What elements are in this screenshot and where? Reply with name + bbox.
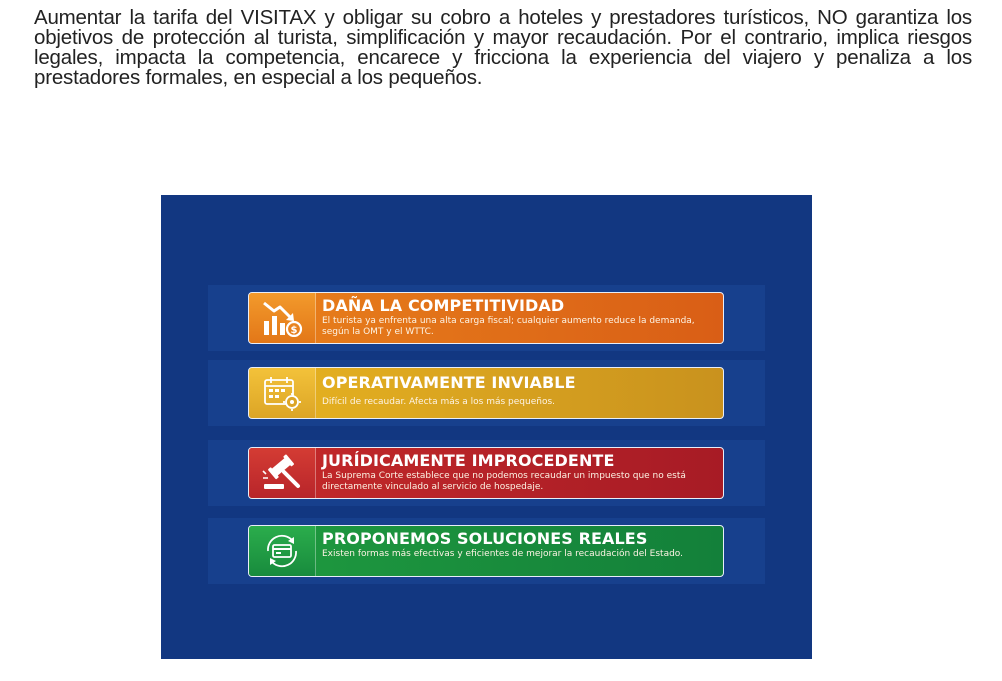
card-cycle-icon	[260, 531, 304, 571]
card-icon-box	[249, 526, 316, 576]
card-icon-box	[249, 368, 316, 418]
card-description: El turista ya enfrenta una alta carga fiscal; cualquier aumento reduce la demanda, según la OMT y el WTTC.	[322, 316, 695, 337]
card-description: Difícil de recaudar. Afecta más a los más pequeños.	[322, 397, 556, 407]
card-title: JURÍDICAMENTE IMPROCEDENTE	[322, 451, 615, 470]
card-juridicamente	[248, 447, 724, 499]
card-title: OPERATIVAMENTE INVIABLE	[322, 373, 576, 392]
card-icon-box	[249, 448, 316, 498]
card-icon-box	[249, 293, 316, 343]
card-title: PROPONEMOS SOLUCIONES REALES	[322, 529, 648, 548]
calendar-gear-icon	[260, 374, 304, 412]
card-description: Existen formas más efectivas y eficientes de mejorar la recaudación del Estado.	[322, 549, 684, 559]
card-soluciones	[248, 525, 724, 577]
svg-text:$: $	[290, 325, 298, 336]
card-title: DAÑA LA COMPETITIVIDAD	[322, 296, 565, 315]
intro-paragraph: Aumentar la tarifa del VISITAX y obligar su cobro a hoteles y prestadores turísticos, NO garantiza los objetivos de protección al turista, simplificación y mayor recaudación. Por el contrario, implica riesgos legales, impacta la competencia, encarece y fricciona la experiencia del viajero y penaliza a los prestadores formales, en especial a los pequeños.	[34, 6, 972, 89]
declining-chart-icon	[260, 299, 304, 337]
gavel-icon	[260, 454, 304, 492]
card-operativamente	[248, 367, 724, 419]
infographic-panel	[161, 195, 812, 659]
card-description: La Suprema Corte establece que no podemos recaudar un impuesto que no está directamente vinculado al servicio de hospedaje.	[322, 471, 686, 492]
card-competitividad	[248, 292, 724, 344]
